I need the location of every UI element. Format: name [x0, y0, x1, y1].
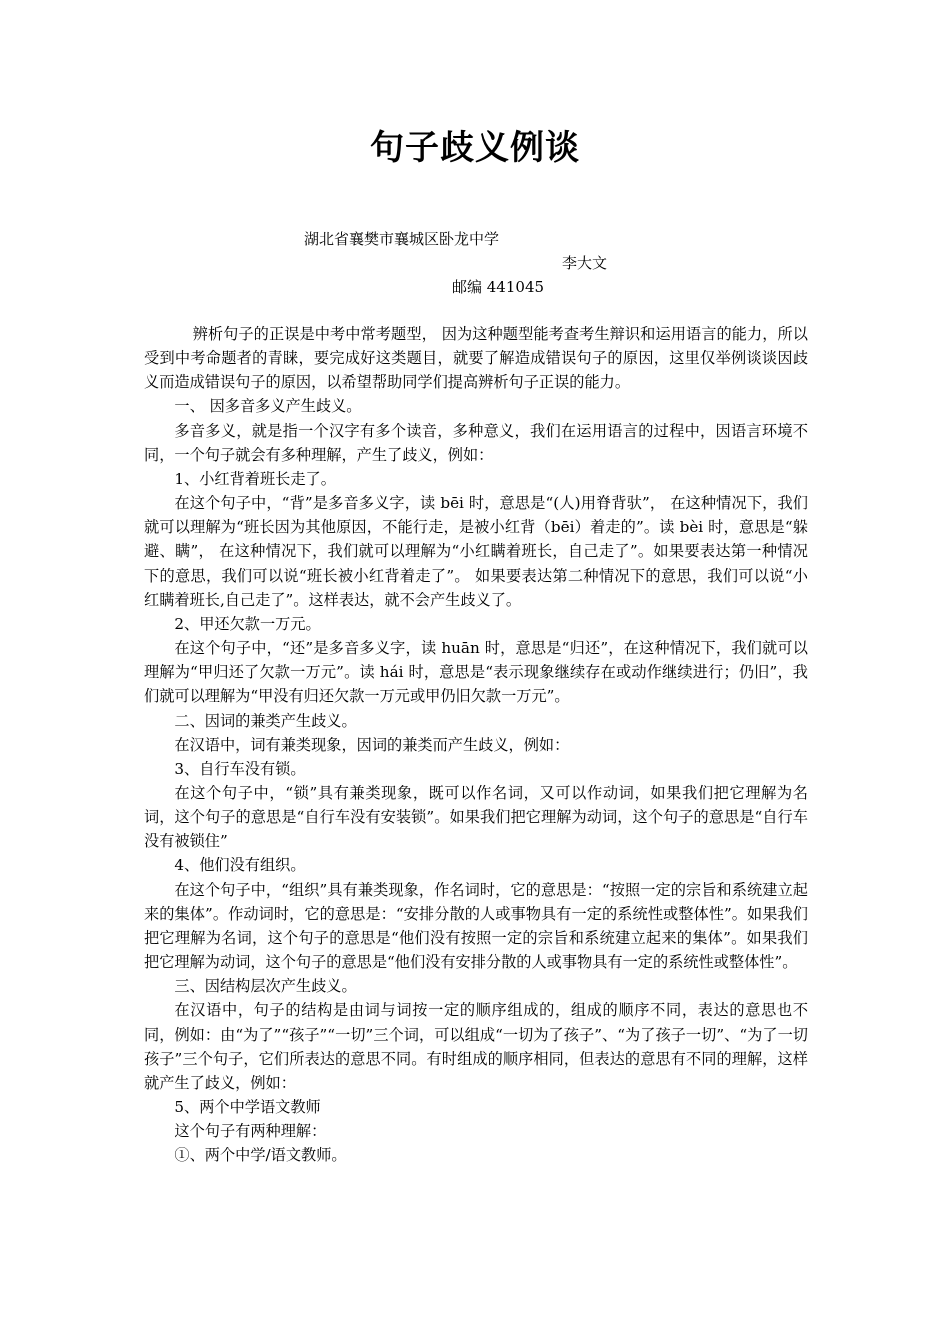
body-paragraph: 多音多义，就是指一个汉字有多个读音，多种意义，我们在运用语言的过程中，因语言环境不同，一个句子就会有多种理解，产生了歧义，例如： — [144, 421, 808, 464]
body-paragraph: 在这个句子中，“锁”具有兼类现象，既可以作名词，又可以作动词，如果我们把它理解为名词，这个句子的意思是“自行车没有安装锁”。如果我们把它理解为动词，这个句子的意思是“自行车没有被锁住” — [144, 783, 808, 851]
body-paragraph: 在这个句子中，“还”是多音多义字，读 huān 时，意思是“归还”，在这种情况下，我们就可以理解为“甲归还了欠款一万元”。读 hái 时，意思是“表示现象继续存在或动作继续进行；仍旧”，我们就可以理解为“甲没有归还欠款一万元或甲仍旧欠款一万元”。 — [144, 639, 808, 706]
body-paragraph: 在这个句子中，“组织”具有兼类现象，作名词时，它的意思是：“按照一定的宗旨和系统建立起来的集体”。作动词时，它的意思是：“安排分散的人或事物具有一定的系统性或整体性”。如果我们把它理解为名词，这个句子的意思是“他们没有按照一定的宗旨和系统建立起来的集体”。如果我们把它理解为动词，这个句子的意思是“他们没有安排分散的人或事物具有一定的系统性或整体性”。 — [144, 880, 808, 972]
article-body — [144, 322, 808, 1167]
section-heading-2: 二、因词的兼类产生歧义。 — [174, 711, 357, 730]
example-sentence-4: 4、他们没有组织。 — [174, 856, 306, 875]
section-heading-3: 三、因结构层次产生歧义。 — [174, 977, 357, 996]
author-school: 湖北省襄樊市襄城区卧龙中学 — [304, 230, 500, 248]
body-paragraph: 在汉语中，词有兼类现象，因词的兼类而产生歧义，例如： — [174, 735, 570, 754]
intro-paragraph: 辨析句子的正误是中考中常考题型， 因为这种题型能考查考生辩识和运用语言的能力，所以受到中考命题者的青睐，要完成好这类题目，就要了解造成错误句子的原因，这里仅举例谈谈因歧义而造成错误句子的原因，以希望帮助同学们提高辨析句子正误的能力。 — [144, 325, 808, 392]
example-sentence-5: 5、两个中学语文教师 — [174, 1098, 321, 1116]
body-paragraph: 在这个句子中，“背”是多音多义字，读 bēi 时，意思是“(人)用脊背驮”， 在这种情况下，我们就可以理解为“班长因为其他原因，不能行走，是被小红背（bēi）着走的”。读 bèi 时，意思是“躲避、瞒”， 在这种情况下，我们就可以理解为“小红瞒着班长，自己走了”。如果要表达第一种情况下的意思，我们可以说“班长被小红背着走了”。 如果要表达第二种情况下的意思，我们可以说“小红瞒着班长,自己走了”。这样表达，就不会产生歧义了。 — [144, 494, 808, 609]
postal-code: 邮编 441045 — [452, 278, 545, 296]
example-sentence-3: 3、自行车没有锁。 — [174, 759, 306, 778]
document-title: 句子歧义例谈 — [370, 128, 580, 168]
body-paragraph: 这个句子有两种理解： — [174, 1122, 327, 1141]
body-paragraph: 在汉语中，句子的结构是由词与词按一定的顺序组成的，组成的顺序不同，表达的意思也不同，例如：由“为了”“孩子”“一切”三个词，可以组成“一切为了孩子”、“为了孩子一切”、“为了一切孩子”三个句子，它们所表达的意思不同。有时组成的顺序相同，但表达的意思有不同的理解，这样就产生了歧义，例如： — [144, 1001, 808, 1092]
example-sentence-1: 1、小红背着班长走了。 — [174, 469, 336, 488]
interpretation-1: ①、两个中学/语文教师。 — [174, 1146, 347, 1165]
author-name: 李大文 — [562, 254, 608, 272]
section-heading-1: 一、 因多音多义产生歧义。 — [174, 397, 362, 416]
example-sentence-2: 2、甲还欠款一万元。 — [174, 614, 321, 633]
